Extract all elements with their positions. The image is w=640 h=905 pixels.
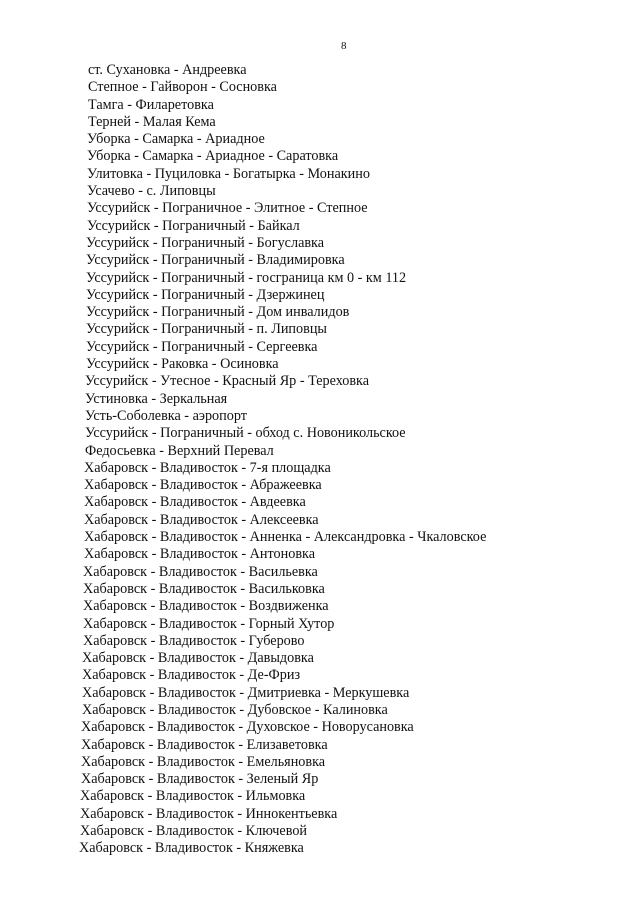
route-line: Хабаровск - Владивосток - Зеленый Яр: [81, 771, 319, 788]
route-line: Уссурийск - Пограничное - Элитное - Степное: [87, 200, 368, 217]
route-line: Хабаровск - Владивосток - Давыдовка: [82, 650, 314, 667]
route-line: ст. Сухановка - Андреевка: [88, 62, 247, 78]
route-line: Хабаровск - Владивосток - Воздвиженка: [83, 598, 329, 615]
route-line: Уссурийск - Пограничный - Дом инвалидов: [86, 304, 350, 321]
route-line: Хабаровск - Владивосток - Анненка - Александровка - Чкаловское: [84, 529, 487, 546]
route-line: Уссурийск - Пограничный - госграница км 0 - км 112: [86, 269, 407, 286]
route-line: Уборка - Самарка - Ариадное: [87, 131, 265, 148]
route-line: Хабаровск - Владивосток - Де-Фриз: [82, 667, 301, 684]
route-line: Хабаровск - Владивосток - Емельяновка: [81, 753, 326, 770]
route-line: Хабаровск - Владивосток - Алексеевка: [84, 511, 319, 528]
route-line: Хабаровск - Владивосток - Иннокентьевка: [80, 805, 338, 822]
route-line: Хабаровск - Владивосток - Васильковка: [83, 580, 325, 597]
route-line: Усть-Соболевка - аэропорт: [85, 407, 247, 424]
route-line: Хабаровск - Владивосток - Авдеевка: [84, 494, 306, 511]
route-line: Уссурийск - Пограничный - Владимировка: [86, 252, 345, 269]
route-line: Уссурийск - Пограничный - Дзержинец: [86, 286, 325, 303]
route-line: Тамга - Филаретовка: [88, 96, 214, 113]
route-line: Уссурийск - Пограничный - обход с. Новоникольское: [85, 425, 406, 442]
route-line: Улитовка - Пуциловка - Богатырка - Монакино: [87, 165, 370, 182]
route-list: [0, 62, 640, 858]
route-line: Уборка - Самарка - Ариадное - Саратовка: [87, 148, 339, 165]
page-number: 8: [341, 40, 347, 52]
route-line: Уссурийск - Раковка - Осиновка: [86, 356, 279, 373]
route-line: Хабаровск - Владивосток - Дмитриевка - Меркушевка: [82, 684, 410, 701]
route-line: Хабаровск - Владивосток - Духовское - Новорусановка: [81, 719, 414, 736]
route-line: Хабаровск - Владивосток - Ключевой: [80, 823, 308, 840]
route-line: Хабаровск - Владивосток - Горный Хутор: [83, 615, 335, 632]
route-line: Хабаровск - Владивосток - Дубовское - Калиновка: [82, 701, 388, 718]
route-line: Хабаровск - Владивосток - 7-я площадка: [84, 459, 331, 476]
route-line: Уссурийск - Пограничный - Байкал: [87, 217, 300, 234]
route-line: Хабаровск - Владивосток - Елизаветовка: [81, 736, 328, 753]
route-line: Федосьевка - Верхний Перевал: [85, 442, 274, 459]
route-line: Хабаровск - Владивосток - Ильмовка: [80, 788, 306, 805]
route-line: Уссурийск - Утесное - Красный Яр - Тереховка: [85, 373, 370, 390]
route-line: Терней - Малая Кема: [88, 113, 216, 130]
route-line: Хабаровск - Владивосток - Княжевка: [79, 840, 304, 857]
route-line: Уссурийск - Пограничный - Сергеевка: [86, 338, 318, 355]
route-line: Устиновка - Зеркальная: [85, 390, 228, 407]
route-line: Хабаровск - Владивосток - Антоновка: [84, 546, 315, 563]
route-line: Хабаровск - Владивосток - Абражеевка: [84, 477, 322, 494]
route-line: Степное - Гайворон - Сосновка: [88, 79, 277, 96]
route-line: Уссурийск - Пограничный - Богуславка: [86, 234, 325, 251]
route-line: Усачево - с. Липовцы: [87, 183, 216, 200]
route-line: Хабаровск - Владивосток - Губерово: [83, 632, 305, 649]
route-line: Хабаровск - Владивосток - Васильевка: [83, 563, 318, 580]
route-line: Уссурийск - Пограничный - п. Липовцы: [86, 321, 327, 338]
